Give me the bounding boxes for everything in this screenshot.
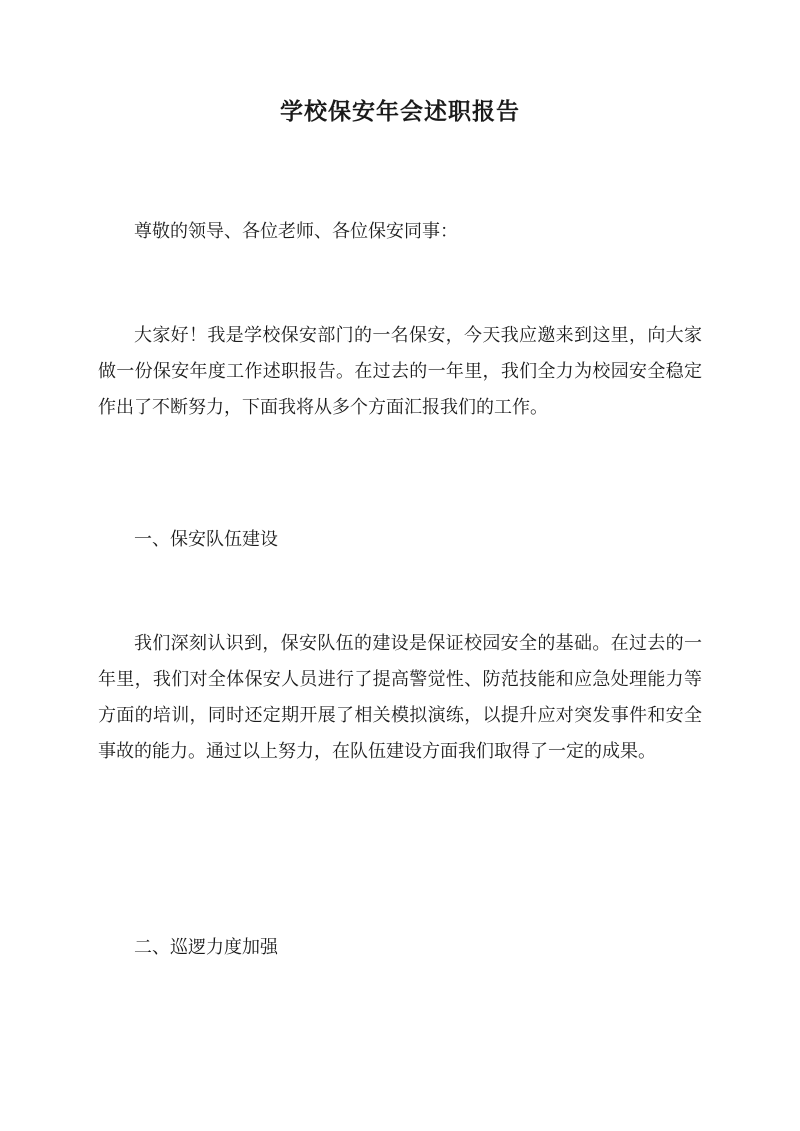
document-title: 学校保安年会述职报告 (280, 98, 520, 125)
section-body-1: 我们深刻认识到，保安队伍的建设是保证校园安全的基础。在过去的一年里，我们对全体保安人员进行了提高警觉性、防范技能和应急处理能力等方面的培训，同时还定期开展了相关模拟演练，以提升应对突发事件和安全事故的能力。通过以上努力，在队伍建设方面我们取得了一定的成果。 (98, 633, 702, 762)
salutation-paragraph: 尊敬的领导、各位老师、各位保安同事： (134, 221, 458, 242)
section-heading-2: 二、巡逻力度加强 (134, 937, 278, 958)
intro-paragraph: 大家好！我是学校保安部门的一名保安，今天我应邀来到这里，向大家做一份保安年度工作述职报告。在过去的一年里，我们全力为校园安全稳定作出了不断努力，下面我将从多个方面汇报我们的工作。 (98, 325, 702, 418)
section-heading-1: 一、保安队伍建设 (134, 529, 278, 550)
